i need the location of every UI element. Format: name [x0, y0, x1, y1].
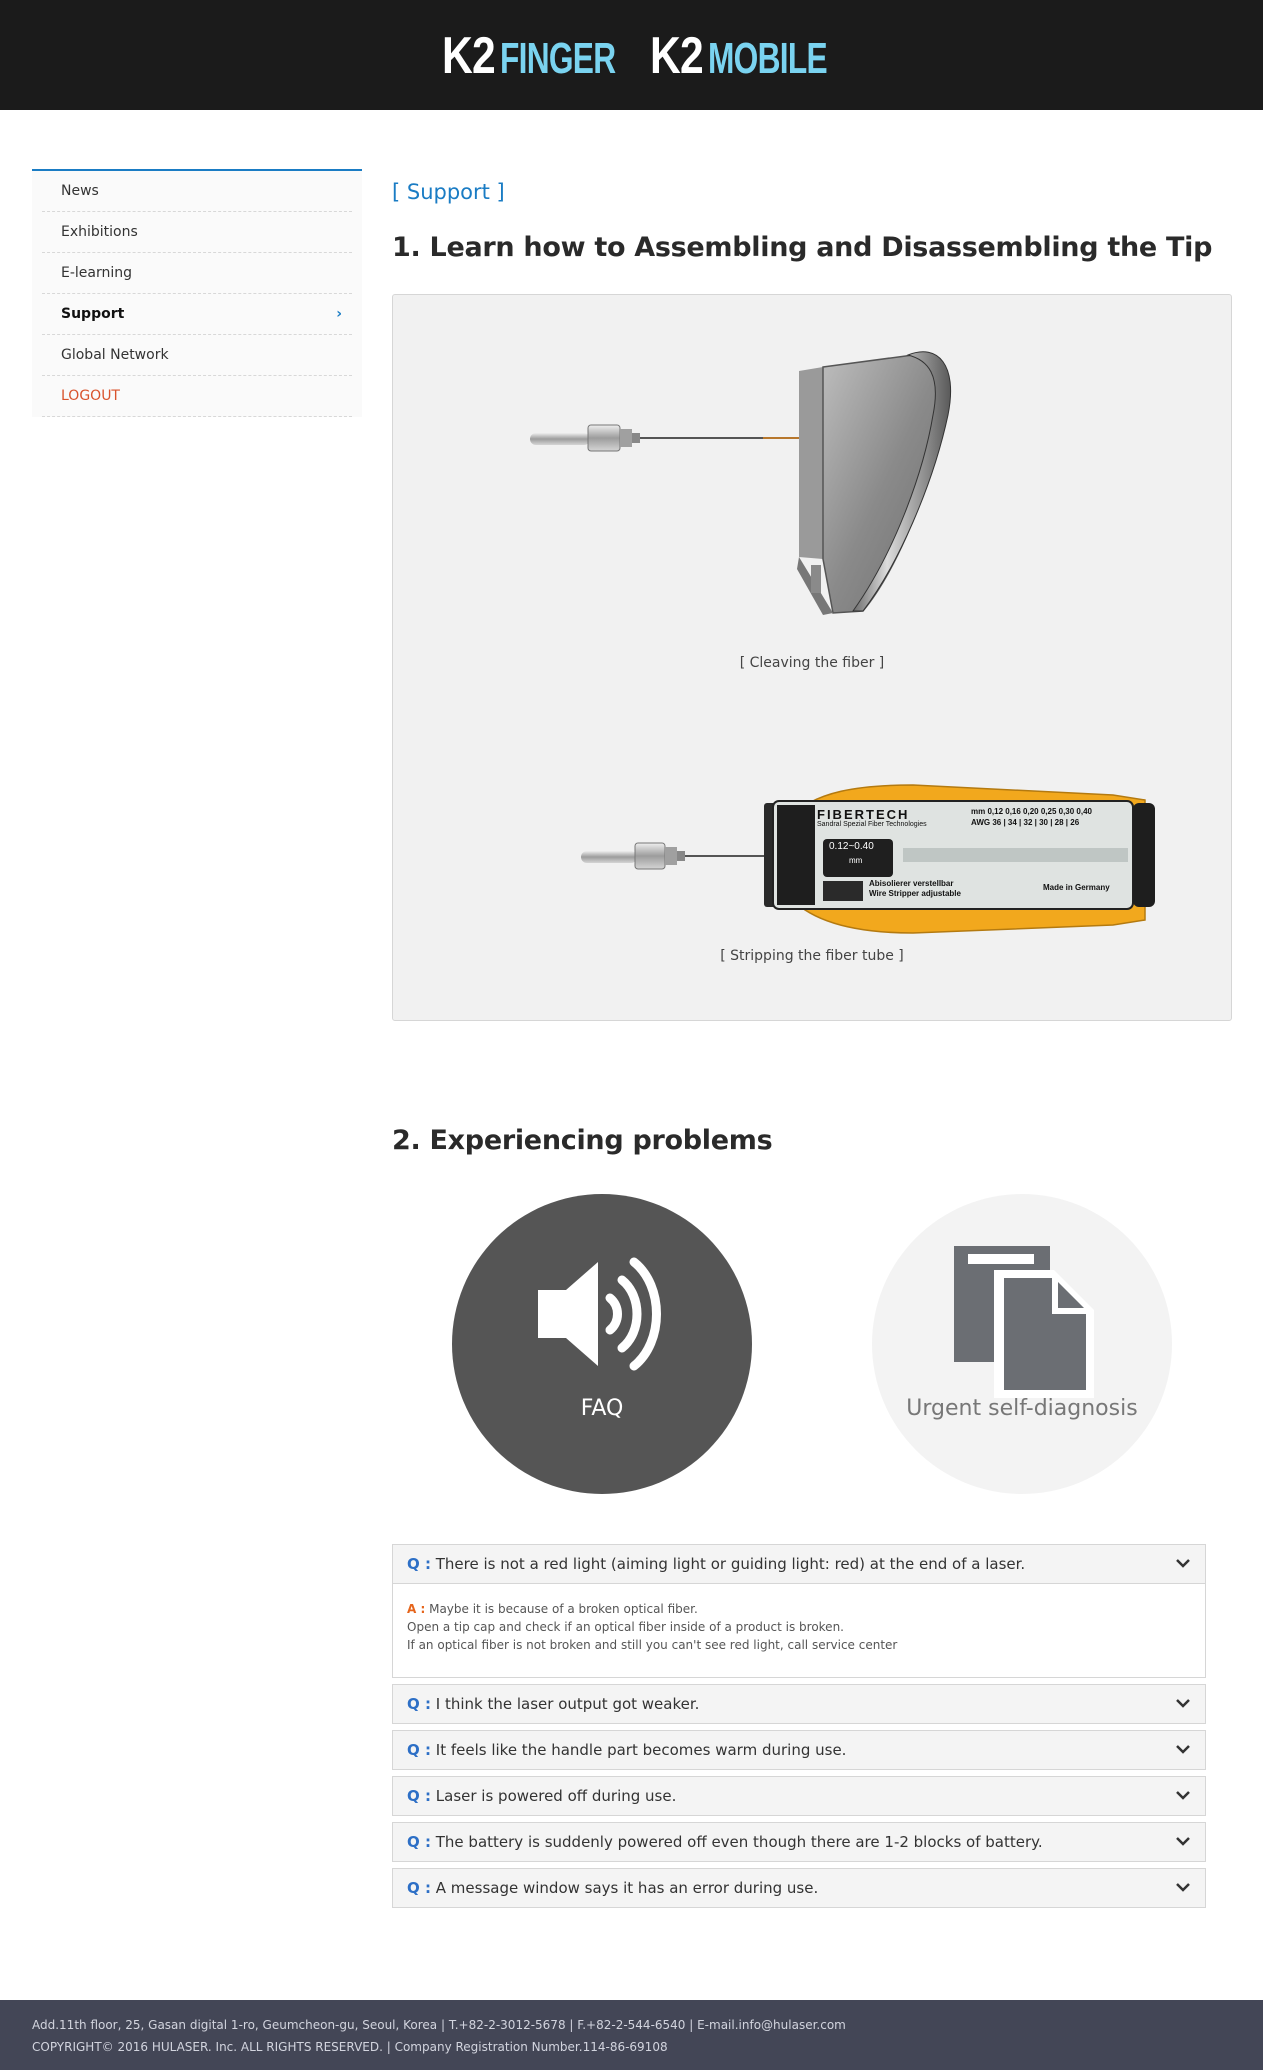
stripper-en: Wire Stripper adjustable: [869, 889, 961, 898]
faq-question[interactable]: [392, 1730, 1206, 1770]
sidebar-item-label: LOGOUT: [61, 388, 120, 404]
chevron-right-icon: ›: [336, 306, 342, 322]
faq-button[interactable]: [452, 1194, 752, 1494]
stripper-made: Made in Germany: [1043, 883, 1110, 892]
document-icon: [948, 1242, 1098, 1402]
heading-assembling: 1. Learn how to Assembling and Disassembling the Tip: [392, 232, 1213, 263]
stripper-mm: mm 0,12 0,16 0,20 0,25 0,30 0,40: [971, 807, 1092, 816]
stripper-awg: AWG 36 | 34 | 32 | 30 | 28 | 26: [971, 818, 1080, 827]
sidebar-item-support[interactable]: [42, 294, 352, 335]
sidebar-item-logout[interactable]: [42, 376, 352, 417]
footer-address: Add.11th floor, 25, Gasan digital 1-ro, Geumcheon-gu, Seoul, Korea | T.+82-2-3012-5678 | F.+82-2-544-6540 | E-mail.info@hulaser.com: [32, 2018, 846, 2032]
answer-line: If an optical fiber is not broken and still you can't see red light, call service center: [407, 1638, 898, 1652]
stripper-sub: Sandral Spezial Fiber Technologies: [817, 821, 927, 828]
urgent-label: Urgent self-diagnosis: [906, 1396, 1138, 1421]
faq-question[interactable]: [392, 1822, 1206, 1862]
answer-line: Open a tip cap and check if an optical fiber inside of a product is broken.: [407, 1620, 844, 1634]
chevron-down-icon[interactable]: [1173, 1545, 1193, 1583]
chevron-down-icon[interactable]: [1173, 1685, 1193, 1723]
faq-question[interactable]: [392, 1776, 1206, 1816]
main-content: [392, 170, 1232, 1897]
stripper-brand: FIBERTECH: [817, 807, 910, 822]
faq-question[interactable]: [392, 1868, 1206, 1908]
site-header: [0, 0, 1263, 110]
chevron-down-icon[interactable]: [1173, 1777, 1193, 1815]
sidebar-item-exhibitions[interactable]: [42, 212, 352, 253]
question-text: The battery is suddenly powered off even though there are 1-2 blocks of battery.: [435, 1833, 1043, 1851]
sidebar-item-label: Exhibitions: [61, 224, 138, 240]
stripper-de: Abisolierer verstellbar: [869, 879, 954, 888]
q-prefix: Q :: [407, 1787, 431, 1805]
question-text: It feels like the handle part becomes warm during use.: [435, 1741, 847, 1759]
question-text: Laser is powered off during use.: [435, 1787, 677, 1805]
chevron-down-icon[interactable]: [1173, 1869, 1193, 1907]
tip-instructions-panel: [392, 294, 1232, 1021]
q-prefix: Q :: [407, 1741, 431, 1759]
chevron-down-icon[interactable]: [1173, 1823, 1193, 1861]
q-prefix: Q :: [407, 1695, 431, 1713]
caption-cleaving: [ Cleaving the fiber ]: [739, 655, 885, 671]
urgent-self-diagnosis-button[interactable]: [872, 1194, 1172, 1494]
chevron-down-icon[interactable]: [1173, 1731, 1193, 1769]
brand-k2-finger[interactable]: [442, 26, 661, 86]
sidebar-item-news[interactable]: [42, 171, 352, 212]
sidebar-item-label: News: [61, 183, 99, 199]
q-prefix: Q :: [407, 1879, 431, 1897]
answer-line: Maybe it is because of a broken optical fiber.: [429, 1602, 698, 1616]
faq-list: [392, 1544, 1206, 1914]
brand-k2-mobile[interactable]: [650, 26, 874, 86]
question-text: A message window says it has an error during use.: [435, 1879, 819, 1897]
faq-question[interactable]: [392, 1684, 1206, 1724]
stripper-unit: mm: [849, 856, 863, 865]
footer-copyright: COPYRIGHT© 2016 HULASER. Inc. ALL RIGHTS RESERVED. | Company Registration Number.114-86-69108: [32, 2040, 668, 2054]
speaker-icon: [532, 1254, 672, 1374]
sidebar-item-global-network[interactable]: [42, 335, 352, 376]
brand-prefix: K2: [650, 27, 703, 85]
sidebar-item-e-learning[interactable]: [42, 253, 352, 294]
caption-stripping: [ Stripping the fiber tube ]: [720, 948, 904, 964]
heading-problems: 2. Experiencing problems: [392, 1125, 773, 1156]
sidebar-nav: [32, 169, 362, 417]
faq-answer: [392, 1584, 1206, 1678]
stripper-gauge: 0.12~0.40: [829, 841, 874, 852]
sidebar-item-label: E-learning: [61, 265, 133, 281]
question-text: I think the laser output got weaker.: [435, 1695, 700, 1713]
brand-word: MOBILE: [708, 34, 828, 83]
faq-item-open: [392, 1544, 1206, 1678]
faq-label: FAQ: [580, 1396, 624, 1421]
faq-question[interactable]: [392, 1544, 1206, 1584]
sidebar-item-label: Global Network: [61, 347, 169, 363]
q-prefix: Q :: [407, 1555, 431, 1573]
sidebar-item-label: Support: [61, 306, 125, 322]
brand-word: FINGER: [500, 34, 616, 83]
section-tag: [ Support ]: [392, 180, 505, 204]
q-prefix: Q :: [407, 1833, 431, 1851]
a-prefix: A :: [407, 1602, 426, 1616]
brand-prefix: K2: [442, 27, 495, 85]
question-text: There is not a red light (aiming light or guiding light: red) at the end of a laser.: [435, 1555, 1026, 1573]
site-footer: [0, 2000, 1263, 2070]
